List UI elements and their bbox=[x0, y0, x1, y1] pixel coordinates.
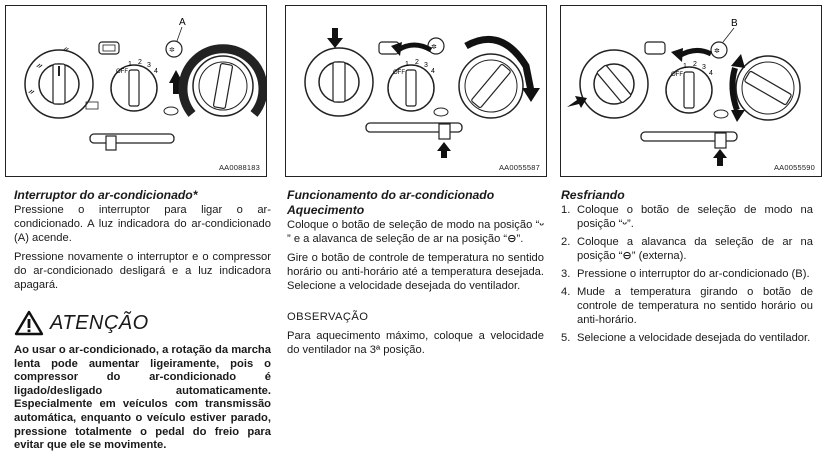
steps-list bbox=[561, 203, 813, 345]
svg-text:ᨀ: ᨀ bbox=[28, 87, 36, 97]
outside-air-icon: ⊖ bbox=[622, 250, 632, 262]
figure-ac-switch bbox=[5, 5, 267, 177]
list-item: 3. Pressione o interruptor do ar-condicionado (B). bbox=[561, 268, 810, 280]
column-cooling bbox=[561, 188, 813, 349]
section-title: Funcionamento do ar-condicionado bbox=[287, 188, 495, 202]
figure-cooling bbox=[560, 5, 822, 177]
warning-triangle-icon bbox=[14, 310, 44, 336]
svg-text:2: 2 bbox=[415, 59, 419, 66]
svg-text:✲: ✲ bbox=[431, 43, 437, 51]
figure-heating bbox=[285, 5, 547, 177]
svg-text:OFF: OFF bbox=[671, 72, 683, 78]
control-panel-illustration bbox=[286, 6, 547, 177]
callout-a: A bbox=[179, 17, 186, 28]
svg-text:1: 1 bbox=[128, 61, 132, 68]
paragraph: Coloque o botão de seleção de modo na posição “ᵕ” e a alavanca de seleção de ar na posição “⊖”. bbox=[287, 219, 544, 245]
svg-text:4: 4 bbox=[154, 68, 158, 75]
callout-b: B bbox=[731, 18, 738, 29]
outside-air-icon: ⊖ bbox=[507, 233, 517, 245]
svg-text:1: 1 bbox=[683, 63, 687, 70]
warning-header bbox=[14, 310, 271, 336]
note-title: OBSERVAÇÃO bbox=[287, 311, 369, 323]
list-item: 4. Mude a temperatura girando o botão de controle de temperatura no sentido horário ou anti-horário. bbox=[561, 286, 813, 326]
warning-title: ATENÇÃO bbox=[50, 312, 149, 334]
figure-code: AA0055587 bbox=[498, 163, 540, 172]
svg-text:3: 3 bbox=[424, 62, 428, 69]
face-vent-icon: ᵕ bbox=[622, 218, 628, 230]
foot-vent-icon: ᵕ bbox=[539, 219, 544, 231]
paragraph: Gire o botão de controle de temperatura no sentido horário ou anti-horário até a temperatura desejada. Selecione a velocidade desejada do ventilador. bbox=[287, 252, 544, 292]
svg-text:3: 3 bbox=[147, 62, 151, 69]
svg-text:✲: ✲ bbox=[714, 47, 720, 55]
svg-text:ᨀ: ᨀ bbox=[63, 44, 70, 53]
paragraph: Pressione o interruptor para ligar o ar-condicionado. A luz indicadora do ar-condicionado (A) acende. bbox=[14, 204, 271, 244]
svg-text:1: 1 bbox=[405, 61, 409, 68]
figure-code: AA0055590 bbox=[773, 163, 815, 172]
control-panel-illustration bbox=[6, 6, 267, 177]
svg-text:3: 3 bbox=[702, 64, 706, 71]
list-item: 1. Coloque o botão de seleção de modo na posição “ᵕ”. bbox=[561, 204, 813, 230]
paragraph: Pressione novamente o interruptor e o compressor do ar-condicionado desligará e a luz indicadora apagará. bbox=[14, 251, 271, 291]
figure-code: AA0088183 bbox=[218, 163, 260, 172]
svg-text:2: 2 bbox=[138, 59, 142, 66]
svg-text:✲: ✲ bbox=[169, 46, 175, 54]
svg-text:OFF: OFF bbox=[393, 70, 405, 76]
column-ac-switch bbox=[14, 188, 271, 453]
subsection-title: Aquecimento bbox=[287, 203, 365, 217]
control-panel-illustration bbox=[561, 6, 822, 177]
svg-text:OFF: OFF bbox=[116, 69, 128, 75]
list-item: 2. Coloque a alavanca da seleção de ar na posição “⊖” (externa). bbox=[561, 236, 813, 262]
list-item: 5. Selecione a velocidade desejada do ventilador. bbox=[561, 332, 811, 344]
section-title: Interruptor do ar-condicionado* bbox=[14, 188, 198, 202]
svg-text:ᨀ: ᨀ bbox=[36, 61, 44, 71]
column-ac-operation bbox=[287, 188, 544, 357]
note-text: Para aquecimento máximo, coloque a velocidade do ventilador na 3ª posição. bbox=[287, 330, 544, 356]
section-title: Resfriando bbox=[561, 188, 625, 202]
svg-text:4: 4 bbox=[709, 70, 713, 77]
warning-text: Ao usar o ar-condicionado, a rotação da marcha lenta pode aumentar ligeiramente, pois o compressor do ar-condicionado é ligado/desligado automaticamente. Especialmente em veículos com transmissão automática, enquanto o veículo estiver parado, pressione totalmente o pedal do freio para evitar que ele se movimente. bbox=[14, 344, 271, 452]
svg-text:4: 4 bbox=[431, 68, 435, 75]
svg-text:2: 2 bbox=[693, 61, 697, 68]
